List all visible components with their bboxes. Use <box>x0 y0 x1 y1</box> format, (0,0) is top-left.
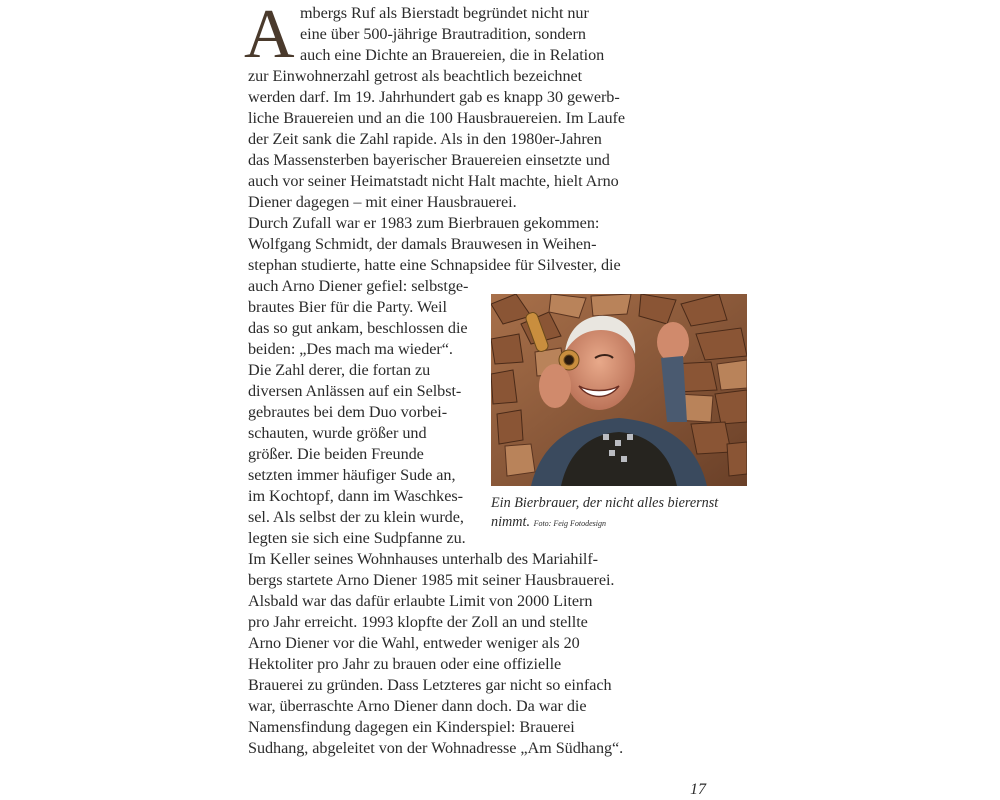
text-line: beiden: „Des mach ma wieder“. <box>248 340 453 358</box>
text-line: schauten, wurde größer und <box>248 424 427 442</box>
brewer-photo-illustration <box>491 294 747 486</box>
caption-line: Ein Bierbrauer, der nicht alles bierernst <box>491 495 719 511</box>
caption-text: nimmt. <box>491 514 531 530</box>
text-line: brautes Bier für die Party. Weil <box>248 298 447 316</box>
text-line: Sudhang, abgeleitet von der Wohnadresse „Am Südhang“. <box>248 739 624 757</box>
photo-caption <box>491 494 751 533</box>
text-line: Die Zahl derer, die fortan zu <box>248 361 431 379</box>
drop-cap: A <box>244 0 295 73</box>
caption-line <box>491 513 751 533</box>
page-number: 17 <box>690 781 706 798</box>
text-line: Durch Zufall war er 1983 zum Bierbrauen gekommen: <box>248 214 600 232</box>
text-line: das so gut ankam, beschlossen die <box>248 319 468 337</box>
text-line: diversen Anlässen auf ein Selbst- <box>248 382 462 400</box>
text-line: im Kochtopf, dann im Waschkes- <box>248 487 463 505</box>
text-line: größer. Die beiden Freunde <box>248 445 424 463</box>
text-line: der Zeit sank die Zahl rapide. Als in den 1980er-Jahren <box>248 130 602 148</box>
text-line: Namensfindung dagegen ein Kinderspiel: Brauerei <box>248 718 575 736</box>
text-line: eine über 500-jährige Brautradition, sondern <box>300 25 586 43</box>
photo-credit: Foto: Feig Fotodesign <box>533 519 606 528</box>
text-line: Diener dagegen – mit einer Hausbrauerei. <box>248 193 517 211</box>
text-line: Im Keller seines Wohnhauses unterhalb des Mariahilf- <box>248 550 599 568</box>
text-line: auch Arno Diener gefiel: selbstge- <box>248 277 469 295</box>
text-line: Arno Diener vor die Wahl, entweder weniger als 20 <box>248 634 580 652</box>
text-line: Wolfgang Schmidt, der damals Brauwesen in Weihen- <box>248 235 597 253</box>
text-line: werden darf. Im 19. Jahrhundert gab es knapp 30 gewerb- <box>248 88 620 106</box>
text-line: pro Jahr erreicht. 1993 klopfte der Zoll an und stellte <box>248 613 588 631</box>
text-line: das Massensterben bayerischer Brauereien einsetzte und <box>248 151 610 169</box>
text-line: sel. Als selbst der zu klein wurde, <box>248 508 464 526</box>
text-line: liche Brauereien und an die 100 Hausbrauereien. Im Laufe <box>248 109 625 127</box>
text-line: Alsbald war das dafür erlaubte Limit von 2000 Litern <box>248 592 593 610</box>
text-line: auch eine Dichte an Brauereien, die in Relation <box>300 46 605 64</box>
text-line: Hektoliter pro Jahr zu brauen oder eine offizielle <box>248 655 562 673</box>
brewer-photo <box>491 294 747 486</box>
text-line: Brauerei zu gründen. Dass Letzteres gar nicht so einfach <box>248 676 612 694</box>
text-line: setzten immer häufiger Sude an, <box>248 466 456 484</box>
text-line: zur Einwohnerzahl getrost als beachtlich bezeichnet <box>248 67 583 85</box>
text-line: auch vor seiner Heimatstadt nicht Halt machte, hielt Arno <box>248 172 619 190</box>
text-line: gebrautes bei dem Duo vorbei- <box>248 403 448 421</box>
text-line: legten sie sich eine Sudpfanne zu. <box>248 529 466 547</box>
text-line: stephan studierte, hatte eine Schnapsidee für Silvester, die <box>248 256 621 274</box>
text-line: bergs startete Arno Diener 1985 mit seiner Hausbrauerei. <box>248 571 615 589</box>
text-line: mbergs Ruf als Bierstadt begründet nicht nur <box>300 4 589 22</box>
text-line: war, überraschte Arno Diener dann doch. Da war die <box>248 697 587 715</box>
